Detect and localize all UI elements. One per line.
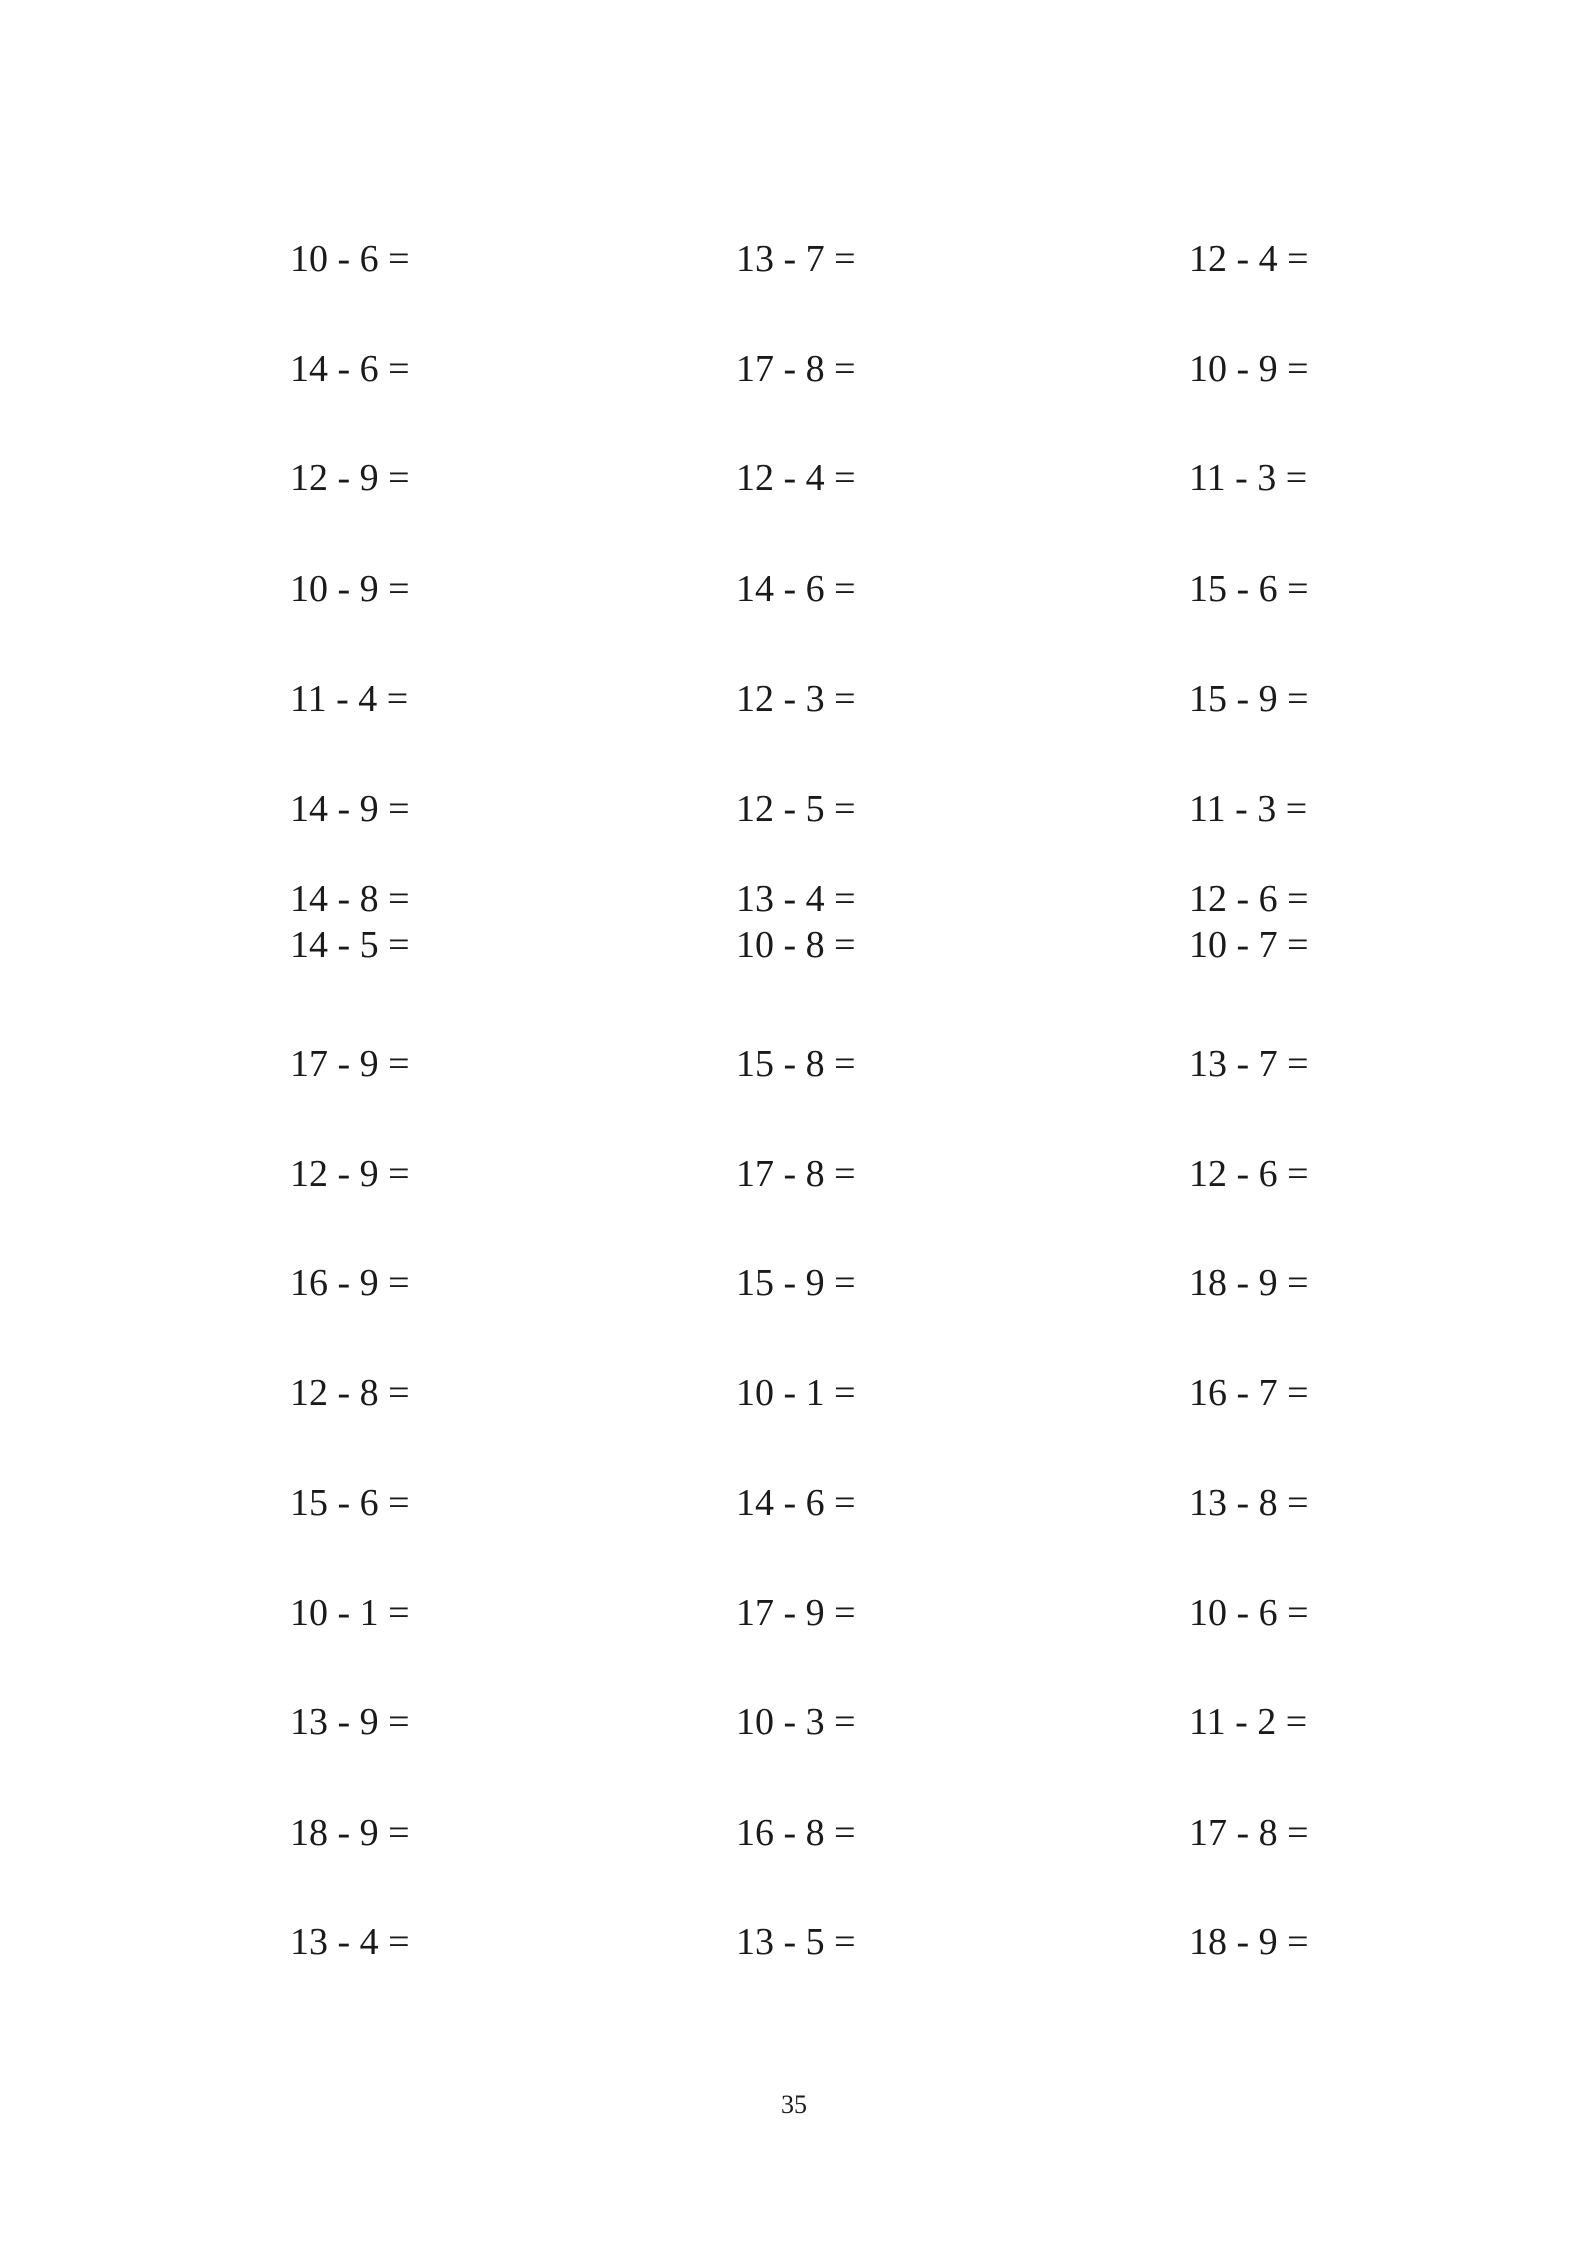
problem-11-1: 16 - 9 = bbox=[290, 1262, 410, 1304]
problem-14-1: 10 - 1 = bbox=[290, 1592, 410, 1634]
problem-7-3: 12 - 6 = bbox=[1189, 878, 1309, 920]
problem-6-3: 11 - 3 = bbox=[1189, 788, 1308, 830]
page-number: 35 bbox=[781, 2090, 807, 2119]
problem-9-1: 17 - 9 = bbox=[290, 1043, 410, 1085]
problem-2-2: 17 - 8 = bbox=[736, 348, 856, 390]
problem-8-2: 10 - 8 = bbox=[736, 924, 856, 966]
problem-4-1: 10 - 9 = bbox=[290, 568, 410, 610]
problem-11-2: 15 - 9 = bbox=[736, 1262, 856, 1304]
problem-5-2: 12 - 3 = bbox=[736, 678, 856, 720]
problem-9-3: 13 - 7 = bbox=[1189, 1043, 1309, 1085]
problem-8-1: 14 - 5 = bbox=[290, 924, 410, 966]
problem-15-1: 13 - 9 = bbox=[290, 1701, 410, 1743]
problem-1-1: 10 - 6 = bbox=[290, 238, 410, 280]
problem-2-1: 14 - 6 = bbox=[290, 348, 410, 390]
problem-4-2: 14 - 6 = bbox=[736, 568, 856, 610]
problem-3-1: 12 - 9 = bbox=[290, 457, 410, 499]
problem-10-3: 12 - 6 = bbox=[1189, 1153, 1309, 1195]
problem-13-1: 15 - 6 = bbox=[290, 1482, 410, 1524]
problem-17-1: 13 - 4 = bbox=[290, 1921, 410, 1963]
problem-4-3: 15 - 6 = bbox=[1189, 568, 1309, 610]
problem-3-3: 11 - 3 = bbox=[1189, 457, 1308, 499]
problem-10-2: 17 - 8 = bbox=[736, 1153, 856, 1195]
problem-2-3: 10 - 9 = bbox=[1189, 348, 1309, 390]
problem-9-2: 15 - 8 = bbox=[736, 1043, 856, 1085]
problem-1-2: 13 - 7 = bbox=[736, 238, 856, 280]
problem-17-3: 18 - 9 = bbox=[1189, 1921, 1309, 1963]
problem-14-3: 10 - 6 = bbox=[1189, 1592, 1309, 1634]
problem-17-2: 13 - 5 = bbox=[736, 1921, 856, 1963]
problem-16-2: 16 - 8 = bbox=[736, 1812, 856, 1854]
problem-16-3: 17 - 8 = bbox=[1189, 1812, 1309, 1854]
problem-8-3: 10 - 7 = bbox=[1189, 924, 1309, 966]
problem-12-1: 12 - 8 = bbox=[290, 1372, 410, 1414]
problem-7-2: 13 - 4 = bbox=[736, 878, 856, 920]
problem-1-3: 12 - 4 = bbox=[1189, 238, 1309, 280]
problem-6-2: 12 - 5 = bbox=[736, 788, 856, 830]
problem-12-3: 16 - 7 = bbox=[1189, 1372, 1309, 1414]
problem-6-1: 14 - 9 = bbox=[290, 788, 410, 830]
problem-13-3: 13 - 8 = bbox=[1189, 1482, 1309, 1524]
problem-5-1: 11 - 4 = bbox=[290, 678, 409, 720]
problem-10-1: 12 - 9 = bbox=[290, 1153, 410, 1195]
problem-15-2: 10 - 3 = bbox=[736, 1701, 856, 1743]
problem-12-2: 10 - 1 = bbox=[736, 1372, 856, 1414]
problem-13-2: 14 - 6 = bbox=[736, 1482, 856, 1524]
problem-3-2: 12 - 4 = bbox=[736, 457, 856, 499]
problem-16-1: 18 - 9 = bbox=[290, 1812, 410, 1854]
problem-7-1: 14 - 8 = bbox=[290, 878, 410, 920]
problem-5-3: 15 - 9 = bbox=[1189, 678, 1309, 720]
problem-14-2: 17 - 9 = bbox=[736, 1592, 856, 1634]
problem-11-3: 18 - 9 = bbox=[1189, 1262, 1309, 1304]
problem-15-3: 11 - 2 = bbox=[1189, 1701, 1308, 1743]
